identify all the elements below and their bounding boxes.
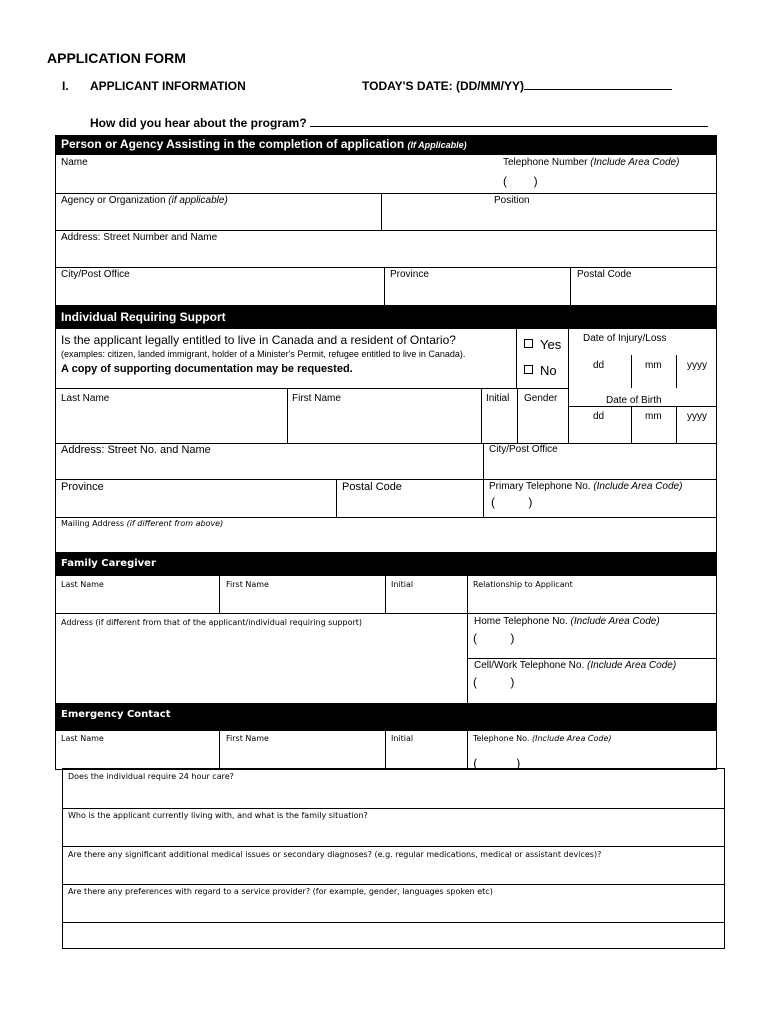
todays-date-label: TODAY'S DATE: (DD/MM/YY) (362, 79, 524, 93)
assist-postal-label: Postal Code (577, 269, 632, 280)
assist-name-label: Name (61, 157, 88, 168)
todays-date-field[interactable] (362, 79, 672, 93)
ind-city-field[interactable] (484, 444, 716, 478)
assist-header-note: (If Applicable) (407, 140, 467, 150)
cg-cell-phone-field[interactable]: ( ) (473, 675, 515, 689)
answer-24hr-care[interactable] (63, 769, 724, 807)
cg-relationship-label: Relationship to Applicant (473, 580, 573, 589)
date-injury-label: Date of Injury/Loss (583, 333, 667, 344)
assist-address-label: Address: Street Number and Name (61, 232, 218, 243)
ec-initial-label: Initial (391, 734, 414, 743)
yes-checkbox[interactable] (524, 339, 533, 348)
section-title: APPLICANT INFORMATION (90, 79, 246, 93)
ind-gender-label: Gender (524, 393, 558, 404)
assist-city-label: City/Post Office (61, 269, 130, 280)
cg-address-label: Address (if different from that of the applicant/individual requiring support) (61, 618, 363, 627)
injury-dd[interactable]: dd (593, 360, 605, 371)
question-medical: Are there any significant additional medical issues or secondary diagnoses? (e.g. regular medications, medical or assistant devices)? (68, 850, 602, 859)
caregiver-header: Family Caregiver (55, 553, 717, 575)
ec-phone-field[interactable]: ( ) (473, 757, 521, 771)
assist-agency-label: Agency or Organization (if applicable) (61, 195, 228, 206)
assist-position-label: Position (494, 195, 530, 206)
injury-mm[interactable]: mm (645, 360, 662, 371)
answer-preferences[interactable] (63, 885, 724, 948)
question-24hr-care: Does the individual require 24 hour care? (68, 772, 234, 781)
cg-relationship-field[interactable] (468, 576, 716, 612)
ec-last-name-field[interactable] (56, 731, 218, 769)
yes-label: Yes (540, 337, 562, 352)
ind-initial-label: Initial (486, 393, 510, 404)
no-checkbox[interactable] (524, 365, 533, 374)
mailing-address-label: Mailing Address (if different from above) (61, 519, 224, 528)
dob-dd[interactable]: dd (593, 411, 605, 422)
question-living-with: Who is the applicant currently living with, and what is the family situation? (68, 811, 368, 820)
assist-position-field[interactable] (382, 194, 716, 229)
section-numeral: I. (62, 79, 69, 93)
ind-initial-field[interactable] (482, 389, 516, 442)
ind-address-label: Address: Street No. and Name (61, 444, 211, 456)
cg-last-name-field[interactable] (56, 576, 218, 612)
question-preferences: Are there any preferences with regard to a service provider? (for example, gender, languages spoken etc) (68, 887, 493, 896)
ind-last-name-field[interactable] (56, 389, 286, 442)
cg-first-name-field[interactable] (220, 576, 384, 612)
cg-cell-phone-label: Cell/Work Telephone No. (Include Area Code) (474, 660, 677, 671)
ec-last-name-label: Last Name (61, 734, 104, 743)
assist-postal-field[interactable] (571, 268, 716, 305)
form-title: APPLICATION FORM (47, 50, 186, 66)
cg-last-name-label: Last Name (61, 580, 104, 589)
hear-about-field[interactable] (90, 116, 708, 130)
ind-gender-field[interactable] (518, 389, 567, 442)
ec-first-name-field[interactable] (220, 731, 384, 769)
cg-home-phone-field[interactable]: ( ) (473, 631, 515, 645)
legal-examples: (examples: citizen, landed immigrant, holder of a Minister's Permit, refugee entitled to live in Canada). (61, 349, 466, 359)
mailing-address-field[interactable] (56, 518, 716, 552)
individual-header: Individual Requiring Support (55, 306, 717, 328)
ind-address-field[interactable] (56, 444, 482, 478)
ind-first-name-field[interactable] (288, 389, 480, 442)
dob-yyyy[interactable]: yyyy (687, 411, 707, 422)
cg-first-name-label: First Name (226, 580, 269, 589)
ec-telephone-label: Telephone No. (Include Area Code) (473, 734, 612, 743)
ec-initial-field[interactable] (386, 731, 466, 769)
assist-header (55, 135, 717, 154)
ind-city-label: City/Post Office (489, 444, 558, 455)
ind-last-name-label: Last Name (61, 393, 110, 404)
ind-primary-phone-field[interactable]: ( ) (491, 495, 533, 509)
cg-initial-label: Initial (391, 580, 414, 589)
answer-living-with[interactable] (63, 809, 724, 845)
emergency-header: Emergency Contact (55, 704, 717, 730)
hear-about-line[interactable] (310, 116, 708, 127)
assist-name-field[interactable] (56, 155, 496, 192)
answer-medical[interactable] (63, 847, 724, 883)
todays-date-line[interactable] (524, 79, 672, 90)
ind-province-field[interactable] (56, 480, 335, 516)
ind-postal-label: Postal Code (342, 481, 402, 493)
cg-address-field[interactable] (56, 614, 466, 703)
ec-first-name-label: First Name (226, 734, 269, 743)
assist-header-text: Person or Agency Assisting in the completion of application (61, 137, 405, 151)
hear-about-label: How did you hear about the program? (90, 116, 307, 130)
ind-postal-field[interactable] (337, 480, 482, 516)
assist-province-label: Province (390, 269, 429, 280)
dob-label: Date of Birth (606, 395, 662, 406)
assist-city-field[interactable] (56, 268, 383, 305)
assist-province-field[interactable] (385, 268, 569, 305)
assist-phone-field[interactable]: ( ) (503, 174, 538, 188)
no-label: No (540, 363, 557, 378)
legal-question: Is the applicant legally entitled to live in Canada and a resident of Ontario? (61, 333, 456, 347)
ind-province-label: Province (61, 481, 104, 493)
assist-telephone-label: Telephone Number (Include Area Code) (503, 157, 680, 168)
assist-address-field[interactable] (56, 231, 716, 266)
ind-primary-phone-label: Primary Telephone No. (Include Area Code) (489, 481, 683, 492)
assist-agency-field[interactable] (56, 194, 380, 229)
copy-note: A copy of supporting documentation may be requested. (61, 363, 353, 375)
dob-mm[interactable]: mm (645, 411, 662, 422)
ind-first-name-label: First Name (292, 393, 341, 404)
injury-yyyy[interactable]: yyyy (687, 360, 707, 371)
cg-home-phone-label: Home Telephone No. (Include Area Code) (474, 616, 660, 627)
cg-initial-field[interactable] (386, 576, 466, 612)
